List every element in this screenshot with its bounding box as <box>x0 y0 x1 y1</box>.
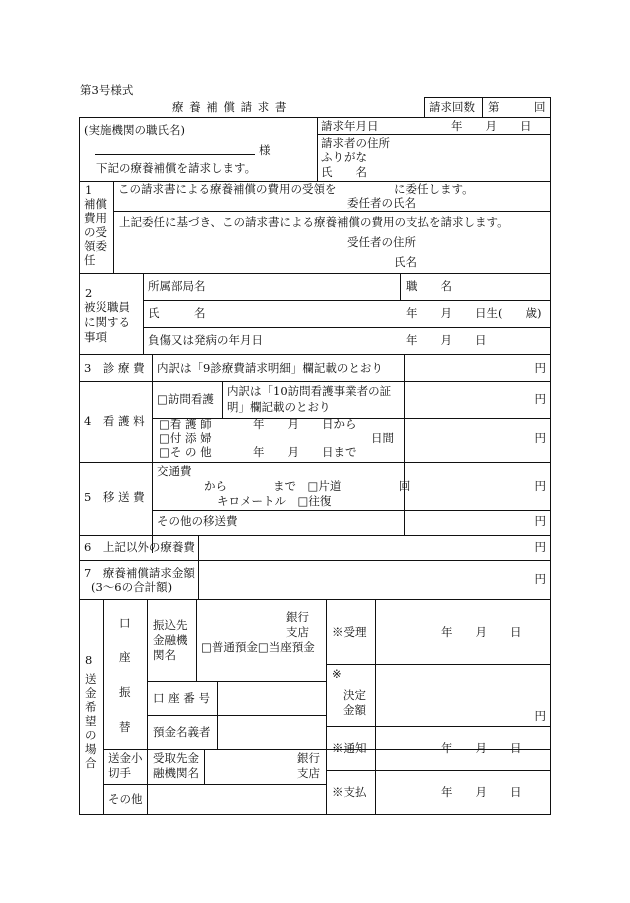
recipient-label: (実施機関の職氏名) <box>84 123 185 137</box>
sec8-bank-label-1: 振込先 <box>153 618 188 632</box>
sec5-distance[interactable]: キロメートル □往復 <box>217 494 332 508</box>
request-sentence: 下記の療養補償を請求します。 <box>96 161 257 175</box>
sec8-received: ※受理 <box>332 625 367 639</box>
sec8-paid: ※支払 <box>332 785 367 799</box>
sec1-delegatee-address[interactable]: 受任者の住所 <box>347 235 416 249</box>
sec1-label-5: 任 <box>84 253 96 267</box>
sec1-label-3: の受 <box>84 225 107 239</box>
sec2-job-title: 職 名 <box>406 279 452 293</box>
sec5-unit-1: 円 <box>534 479 546 493</box>
sec8-payee-bank-2: 融機関名 <box>153 766 199 780</box>
sec4-attendant[interactable]: □付 添 婦 <box>159 431 212 445</box>
claim-date-label: 請求年月日 <box>321 119 379 133</box>
sec8-notified-date[interactable]: 年 月 日 <box>441 741 522 755</box>
sec8-account-number: 口 座 番 号 <box>153 691 210 705</box>
claimant-address-label: 請求者の住所 <box>321 136 390 150</box>
sec8-decided-mark: ※ <box>332 667 342 681</box>
sec2-department: 所属部局名 <box>148 279 206 293</box>
sec5-transport: 交通費 <box>157 464 192 478</box>
sec8-decided-amount-1: 決定 <box>343 688 366 702</box>
sec8-payee-branch: 支店 <box>297 766 320 780</box>
claim-date-value[interactable]: 年 月 日 <box>451 119 532 133</box>
recipient-suffix: 様 <box>259 143 271 157</box>
sec1-label-4: 領委 <box>84 239 107 253</box>
sec1-delegator-name[interactable]: 委任者の氏名 <box>347 196 416 210</box>
sec3-unit: 円 <box>534 361 546 375</box>
sec5-other-transport: その他の移送費 <box>157 514 238 528</box>
sec8-received-date[interactable]: 年 月 日 <box>441 625 522 639</box>
sec4-days[interactable]: 日間 <box>371 431 394 445</box>
sec8-number: 8 <box>85 653 93 667</box>
sec6-label: 6 上記以外の療養費 <box>84 540 195 554</box>
form-number: 第3号様式 <box>80 83 134 97</box>
sec5-label: 5 移 送 費 <box>84 490 145 504</box>
sec2-label-1: 被災職員 <box>84 300 130 314</box>
sec7-unit: 円 <box>534 572 546 586</box>
sec2-name: 氏 名 <box>148 306 206 320</box>
sec8-decided-amount-2: 金額 <box>343 703 366 717</box>
sec2-injury-ymd[interactable]: 年 月 日 <box>406 333 487 347</box>
sec1-request-text: 上記委任に基づき、この請求書による療養補償の費用の支払を請求します。 <box>119 215 509 229</box>
sec2-birth[interactable]: 年 月 日生( 歳) <box>406 306 542 320</box>
sec8-transfer-char-1: 口 <box>119 616 131 630</box>
sec3-detail: 内訳は「9診療費請求明細」欄記載のとおり <box>157 361 383 375</box>
sec8-decided-unit: 円 <box>534 709 546 723</box>
sec2-label-3: 事項 <box>84 330 107 344</box>
sec8-branch: 支店 <box>286 625 309 639</box>
sec8-account-holder: 預金名義者 <box>153 725 211 739</box>
sec4-label: 4 看 護 料 <box>84 414 145 428</box>
sec4-detail-1: 内訳は「10訪問看護事業者の証 <box>227 384 392 398</box>
sec1-label-2: 費用 <box>84 211 107 225</box>
sec5-route[interactable]: から まで □片道 回 <box>204 479 411 493</box>
sec4-nurse[interactable]: □看 護 師 <box>159 417 212 431</box>
sec2-injury-date: 負傷又は発病の年月日 <box>148 333 263 347</box>
sec8-paid-date[interactable]: 年 月 日 <box>441 785 522 799</box>
sec8-notified: ※通知 <box>332 741 367 755</box>
sec4-detail-2: 明」欄記載のとおり <box>227 400 331 414</box>
sec8-transfer-char-3: 振 <box>119 685 131 699</box>
sec8-postal-order-2: 切手 <box>108 766 131 780</box>
sec8-bank-label-3: 関名 <box>153 648 176 662</box>
sec4-other[interactable]: □そ の 他 <box>159 445 212 459</box>
sec7-label-2: (3～6の合計額) <box>91 580 173 594</box>
sec7-label-1: 7 療養補償請求金額 <box>84 566 195 580</box>
sec8-postal-order-1: 送金小 <box>108 751 143 765</box>
sec1-delegatee-name[interactable]: 氏名 <box>394 255 417 269</box>
sec8-vertical-label: 送金希望の場合 <box>85 672 97 770</box>
sec2-number: 2 <box>85 286 93 300</box>
recipient-name-line[interactable] <box>95 154 255 155</box>
sec8-payee-bank-1: 受取先金 <box>153 751 199 765</box>
sec6-unit: 円 <box>534 540 546 554</box>
sec4-unit-1: 円 <box>534 392 546 406</box>
sec3-label: 3 診 療 費 <box>84 361 145 375</box>
form-title: 療 養 補 償 請 求 書 <box>172 100 288 114</box>
sec4-unit-2: 円 <box>534 431 546 445</box>
sec8-deposit-type[interactable]: □普通預金□当座預金 <box>201 640 315 654</box>
claimant-name-label: 氏 名 <box>321 165 367 179</box>
sec1-delegate-text: この請求書による療養補償の費用の受領を に委任します。 <box>118 182 474 196</box>
sec1-label-1: 補償 <box>84 197 107 211</box>
sec4-until[interactable]: 年 月 日まで <box>253 445 357 459</box>
sec8-other: その他 <box>108 792 143 806</box>
claim-count-value[interactable]: 第 回 <box>488 100 546 114</box>
claim-count-label: 請求回数 <box>429 100 475 114</box>
sec8-bank: 銀行 <box>286 610 309 624</box>
sec4-from[interactable]: 年 月 日から <box>253 417 357 431</box>
sec8-transfer-char-4: 替 <box>119 720 131 734</box>
sec2-label-2: に関する <box>84 315 130 329</box>
sec8-payee-bank: 銀行 <box>297 751 320 765</box>
sec8-bank-label-2: 金融機 <box>153 633 188 647</box>
sec4-visit-nursing[interactable]: □訪問看護 <box>157 392 214 406</box>
sec5-unit-2: 円 <box>534 514 546 528</box>
sec1-number: 1 <box>85 183 93 197</box>
furigana-label: ふりがな <box>321 150 367 164</box>
sec8-transfer-char-2: 座 <box>119 650 131 664</box>
